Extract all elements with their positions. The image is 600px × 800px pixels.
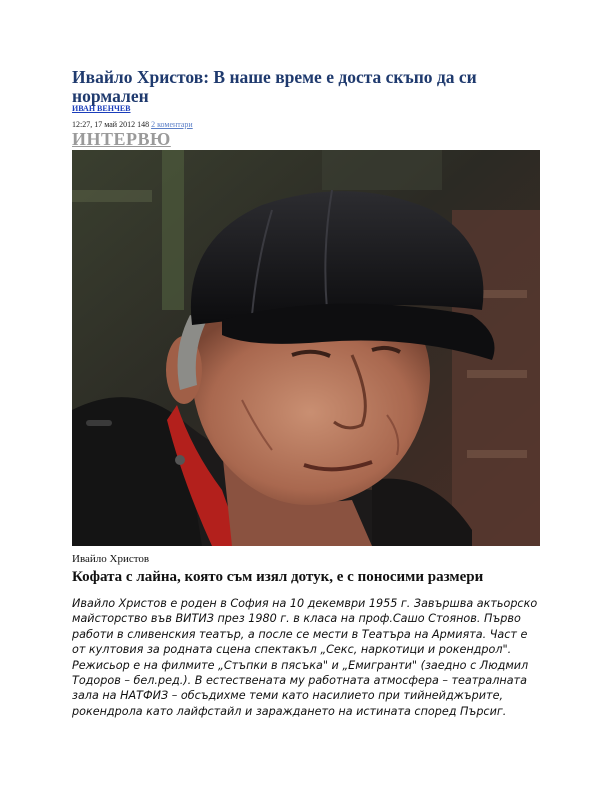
article-meta [72,120,193,129]
portrait-illustration [72,150,540,546]
author-link[interactable]: ИВАН ВЕНЧЕВ [72,104,131,113]
category-link[interactable]: ИНТЕРВЮ [72,129,171,149]
view-count: 148 [137,120,150,129]
comments-link[interactable]: 2 коментари [151,120,193,129]
article-subheading: Кофата с лайна, която съм изял дотук, е с поносими размери [72,569,484,585]
article-photo [72,150,540,546]
article-title: Ивайло Христов: В наше време е доста скъпо да си нормален [72,67,477,106]
article-lead: Ивайло Христов е роден в София на 10 декември 1955 г. Завършва актьорско майсторство във ВИТИЗ през 1980 г. в класа на проф.Сашо Стоянов. Първо работи в сливенския театър, а после се мести в Театъра на Армията. Част е от култовия за родната сцена спектакъл „Секс, наркотици и рокендрол". Режисьор е на филмите „Стъпки в пясъка" и „Емигранти" (заедно с Людмил Тодоров – бел.ред.). В естествената му работната атмосфера – театралната зала на НАТФИЗ – обсъдихме теми като насилието при тийнейджърите, рокендрола като лайфстайл и зараждането на истината според Пърсиг. [72,597,538,718]
photo-caption: Ивайло Христов [72,553,150,565]
publish-datetime: 12:27, 17 май 2012 [72,120,136,129]
